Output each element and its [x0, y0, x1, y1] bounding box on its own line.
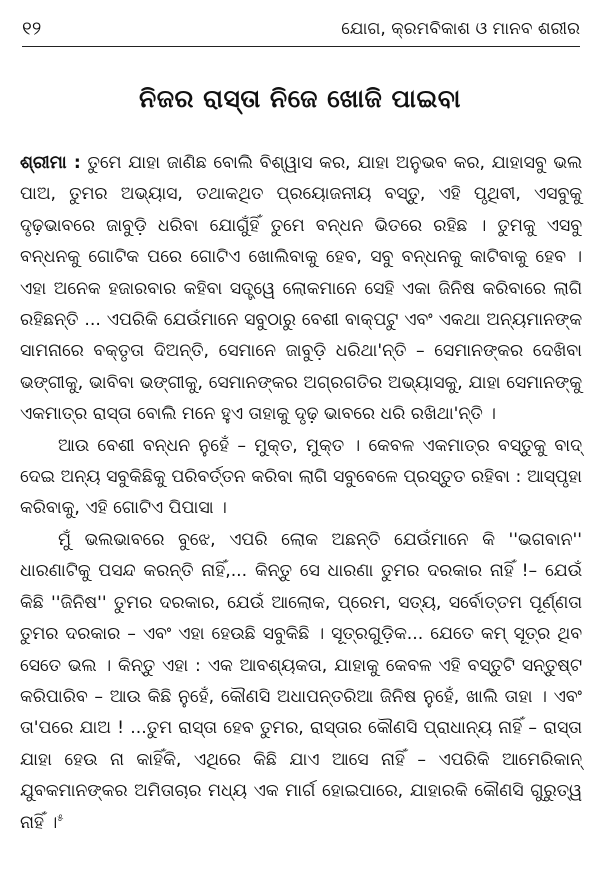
running-header	[22, 12, 580, 47]
footnote-marker: ୫	[57, 812, 64, 824]
paragraph-2: ଆଉ ବେଶୀ ବନ୍ଧନ ନୁହେଁ – ମୁକ୍ତ, ମୁକ୍ତ । କେବଳ ଏକମାତ୍ର ବସ୍ତୁକୁ ବାଦ୍ ଦେଇ ଅନ୍ୟ ସବୁକିଛିକୁ ପରିବର୍ତ୍ତନ କରିବା ଲାଗି ସବୁବେଳେ ପ୍ରସ୍ତୁତ ରହିବା : ଆସ୍ପୃହା କରିବାକୁ, ଏହି ଗୋଟିଏ ପିପାସା ।	[20, 435, 582, 519]
chapter-title: ନିଜର ରାସ୍ତା ନିଜେ ଖୋଜି ପାଇବା	[139, 84, 461, 113]
running-title: ଯୋଗ, କ୍ରମବିକାଶ ଓ ମାନବ ଶରୀର	[341, 19, 580, 39]
paragraph-1	[20, 148, 582, 431]
paragraph-1-text: ତୁମେ ଯାହା ଜାଣିଛ ବୋଲି ବିଶ୍ୱାସ କର, ଯାହା ଅନୁଭବ କର, ଯାହାସବୁ ଭଲ ପାଅ, ତୁମର ଅଭ୍ୟାସ, ତଥାକଥିତ ପ୍ରୟୋଜନୀୟ ବସ୍ତୁ, ଏହି ପୃଥିବୀ, ଏସବୁକୁ ଦୃଢ଼ଭାବରେ ଜାବୁଡ଼ି ଧରିବା ଯୋଗୁଁହିଁ ତୁମେ ବନ୍ଧନ ଭିତରେ ରହିଛ । ତୁମକୁ ଏସବୁ ବନ୍ଧନକୁ ଗୋଟିକ ପରେ ଗୋଟିଏ ଖୋଲିବାକୁ ହେବ, ସବୁ ବନ୍ଧନକୁ କାଟିବାକୁ ହେବ । ଏହା ଅନେକ ହଜାରବାର କହିବା ସତ୍ତ୍ୱେ ଲୋକମାନେ ସେହି ଏକା ଜିନିଷ କରିବାରେ ଲାଗି ରହିଛନ୍ତି ... ଏପରିକି ଯେଉଁମାନେ ସବୁଠାରୁ ବେଶୀ ବାକ୍‌ପଟୁ ଏବଂ ଏକଥା ଅନ୍ୟମାନଙ୍କ ସାମନାରେ ବକ୍ତୃତା ଦିଅନ୍ତି, ସେମାନେ ଜାବୁଡ଼ି ଧରିଥା'ନ୍ତି – ସେମାନଙ୍କର ଦେଖିବା ଭଙ୍ଗୀକୁ, ଭାବିବା ଭଙ୍ଗୀକୁ, ସେମାନଙ୍କର ଅଗ୍ରଗତିର ଅଭ୍ୟାସକୁ, ଯାହା ସେମାନଙ୍କୁ ଏକମାତ୍ର ରାସ୍ତା ବୋଲି ମନେ ହୁଏ ତାହାକୁ ଦୃଢ଼ ଭାବରେ ଧରି ରଖିଥା'ନ୍ତି ।	[20, 153, 582, 425]
paragraph-3	[20, 525, 582, 839]
paragraph-3-text: ମୁଁ ଭଲଭାବରେ ବୁଝେ, ଏପରି ଲୋକ ଅଛନ୍ତି ଯେଉଁମାନେ କି ''ଭଗବାନ'' ଧାରଣାଟିକୁ ପସନ୍ଦ କରନ୍ତି ନାହିଁ,... କିନ୍ତୁ ସେ ଧାରଣା ତୁମର ଦରକାର ନାହିଁ !– ଯେଉଁ କିଛି ''ଜିନିଷ'' ତୁମର ଦରକାର, ଯେଉଁ ଆଲୋକ, ପ୍ରେମ, ସତ୍ୟ, ସର୍ବୋତ୍ତମ ପୂର୍ଣ୍ଣତା ତୁମର ଦରକାର – ଏବଂ ଏହା ହେଉଛି ସବୁକିଛି । ସୂତ୍ରଗୁଡ଼ିକ... ଯେତେ କମ୍ ସୂତ୍ର ଥିବ ସେତେ ଭଲ । କିନ୍ତୁ ଏହା : ଏକ ଆବଶ୍ୟକତା, ଯାହାକୁ କେବଳ ଏହି ବସ୍ତୁଟି ସନ୍ତୁଷ୍ଟ କରିପାରିବ – ଆଉ କିଛି ନୁହେଁ, କୌଣସି ଅଧାପନ୍ତରିଆ ଜିନିଷ ନୁହେଁ, ଖାଲି ତାହା । ଏବଂ ତା'ପରେ ଯାଅ ! ...ତୁମ ରାସ୍ତା ହେବ ତୁମର, ରାସ୍ତାର କୌଣସି ପ୍ରାଧାନ୍ୟ ନାହିଁ – ରାସ୍ତା ଯାହା ହେଉ ନା କାହିଁକି, ଏଥିରେ କିଛି ଯାଏ ଆସେ ନାହିଁ – ଏପରିକି ଆମେରିକାନ୍ ଯୁବକମାନଙ୍କର ଅମିତାଚାର ମଧ୍ୟ ଏକ ମାର୍ଗ ହୋଇପାରେ, ଯାହାରକି କୌଣସି ଗୁରୁତ୍ୱ ନାହିଁ ।	[20, 529, 582, 833]
page-number: ୧୨	[22, 18, 42, 40]
speaker-label: ଶ୍ରୀମା :	[20, 153, 81, 173]
body-text	[20, 148, 582, 839]
